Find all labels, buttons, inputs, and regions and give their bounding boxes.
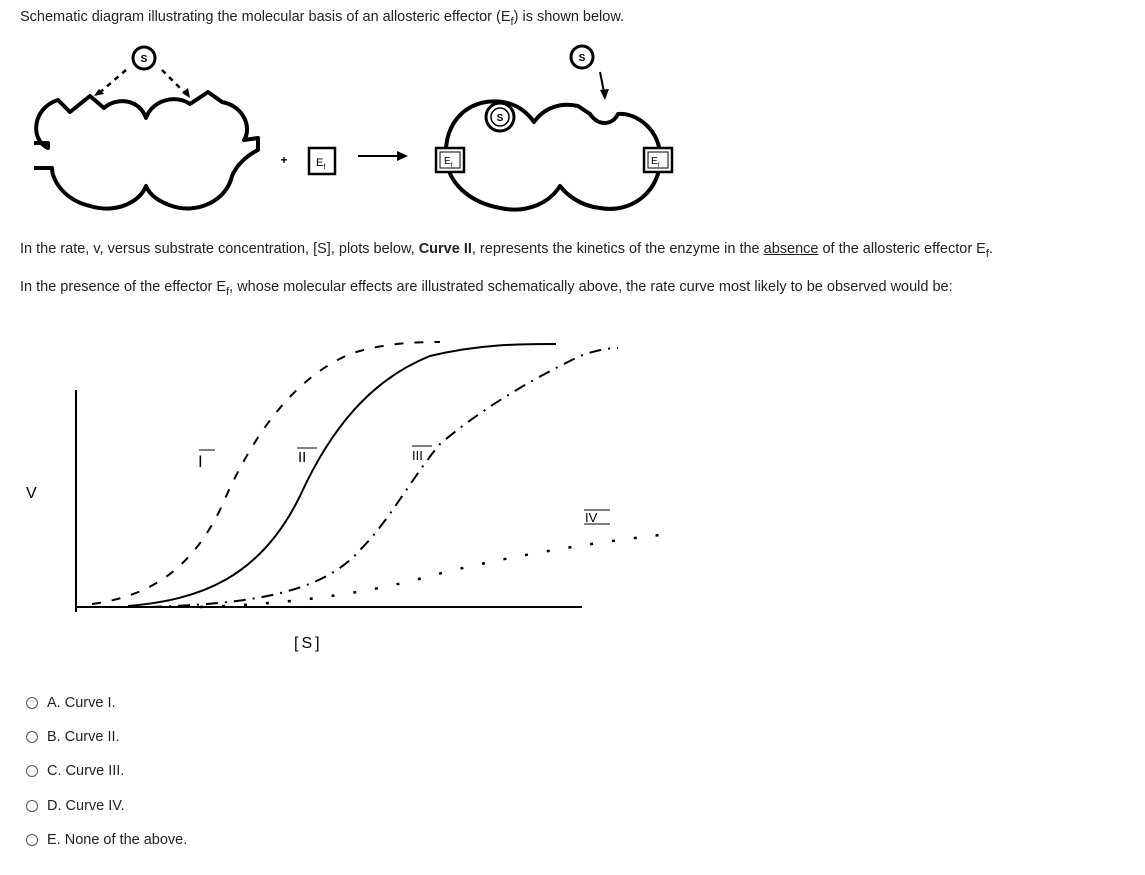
curve-label-II: II [298, 449, 307, 466]
effector-bound-left [436, 148, 464, 172]
option-d[interactable]: D. Curve IV. [26, 798, 125, 814]
radio-e[interactable] [26, 834, 38, 846]
rate-plot [0, 320, 700, 670]
x-axis-label: [S] [294, 635, 323, 652]
substrate-incoming [571, 46, 609, 100]
svg-text:S: S [496, 113, 504, 124]
plus-sign: + [280, 153, 288, 167]
enzyme-unbound [34, 92, 258, 209]
curve-label-IV: IV [585, 510, 598, 525]
y-axis-label: V [26, 485, 37, 502]
effector-box [309, 148, 335, 174]
question-line-2: In the presence of the effector $E_f$, whose molecular effects are illustrated schematically above, the rate curve most likely to be observed would be: [20, 279, 953, 298]
curve-label-I: I [198, 452, 203, 471]
curve-I [92, 342, 440, 604]
intro-text: Schematic diagram illustrating the molecular basis of an allosteric effector $(E_f)$ is shown below. [20, 9, 625, 28]
question-line-1: In the rate, v, versus substrate concentration, [S], plots below, Curve II, represents the kinetics of the enzyme in the absence of the allosteric effector $E_f$. [20, 241, 993, 260]
radio-b[interactable] [26, 731, 38, 743]
effector-bound-right [644, 148, 672, 172]
svg-text:Ef: $E_f$ [444, 156, 453, 169]
option-c[interactable]: C. Curve III. [26, 763, 124, 779]
curve-label-III: III [412, 448, 423, 463]
substrate-free [94, 47, 190, 98]
svg-text:S: S [140, 54, 148, 65]
radio-c[interactable] [26, 765, 38, 777]
radio-d[interactable] [26, 800, 38, 812]
substrate-bound [486, 103, 514, 131]
svg-text:Ef: $E_f$ [316, 157, 326, 171]
svg-text:Ef: $E_f$ [651, 156, 660, 169]
option-b[interactable]: B. Curve II. [26, 729, 120, 745]
curve-III [150, 348, 618, 607]
allosteric-schematic [0, 30, 700, 230]
option-e[interactable]: E. None of the above. [26, 832, 187, 848]
option-a[interactable]: A. Curve I. [26, 695, 116, 711]
radio-a[interactable] [26, 697, 38, 709]
reaction-arrow [358, 151, 408, 161]
svg-text:S: S [578, 53, 586, 64]
enzyme-bound [446, 101, 660, 209]
